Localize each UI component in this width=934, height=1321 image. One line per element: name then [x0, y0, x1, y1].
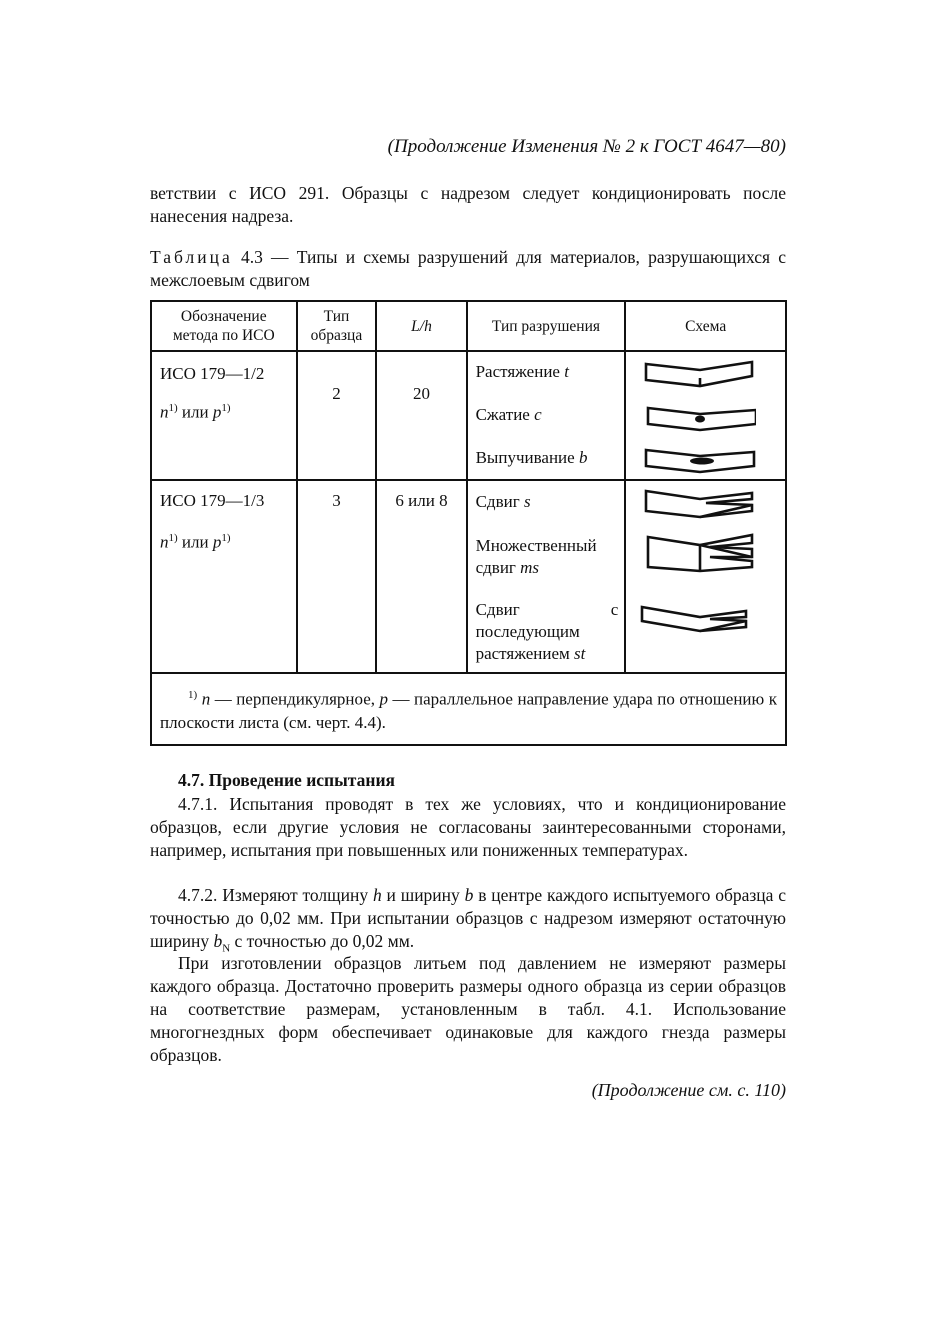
- direction-sup2: 1): [221, 532, 231, 544]
- lh-cell: 6 или 8: [376, 480, 466, 673]
- p2-text-d: с точностью до 0,02 мм.: [230, 931, 415, 951]
- p2-bn-sub: N: [222, 942, 231, 955]
- method-direction: [160, 532, 288, 553]
- footnote-text1: — перпендикулярное,: [210, 689, 380, 709]
- table-caption-prefix: Таблица: [150, 247, 233, 267]
- failure-label: Множественный сдвиг: [475, 536, 597, 577]
- failure-type-cell: [467, 480, 626, 673]
- p2-text-a: 4.7.2. Измеряют толщину: [178, 885, 373, 905]
- direction-n: n: [160, 402, 169, 422]
- failure-label: Выпучивание: [475, 448, 579, 467]
- p2-text-b: и ширину: [381, 885, 465, 905]
- header-lh: L/h: [376, 301, 466, 351]
- p2-bn: b: [213, 931, 223, 951]
- header-specimen-type: Тип образца: [297, 301, 377, 351]
- table-header-row: [151, 301, 786, 351]
- shear-scheme-icon: [640, 489, 758, 639]
- failure-label: Растяжение: [475, 362, 565, 381]
- failure-types-table: [150, 300, 787, 746]
- table-caption-text: — Типы и схемы разрушений для материалов, разрушающихся с межслоевым сдвигом: [150, 247, 787, 290]
- failure-label: Сдвиг с последующим растяжением: [475, 600, 619, 663]
- footnote-row: [151, 673, 786, 745]
- direction-n: n: [160, 532, 169, 552]
- method-name: ИСО 179—1/2: [160, 364, 265, 383]
- failure-symbol: s: [523, 492, 531, 511]
- failure-item: [476, 448, 617, 468]
- table-caption: [150, 246, 786, 292]
- failure-symbol: st: [574, 644, 586, 663]
- direction-p: p: [212, 532, 222, 552]
- method-direction: [160, 402, 288, 423]
- direction-or: или: [177, 532, 213, 552]
- paragraph-4-7-1: 4.7.1. Испытания проводят в тех же условиях, что и кондиционирование образцов, если другие условия не согласованы заинтересованными сторонами, например, испытания при повышенных или пониженных температурах.: [150, 794, 786, 860]
- direction-p: p: [212, 402, 222, 422]
- intro-paragraph: ветствии с ИСО 291. Образцы с надрезом следует кондиционировать после нанесения надреза.: [150, 183, 786, 226]
- lh-cell: 20: [376, 351, 466, 480]
- table-caption-number: 4.3: [240, 247, 263, 267]
- continuation-header: (Продолжение Изменения № 2 к ГОСТ 4647—80): [387, 136, 786, 157]
- method-cell: [151, 480, 297, 673]
- header-failure-type: Тип разрушения: [467, 301, 626, 351]
- footnote-p: p: [379, 689, 389, 709]
- specimen-type-cell: 2: [297, 351, 377, 480]
- specimen-type-cell: 3: [297, 480, 377, 673]
- method-cell: [151, 351, 297, 480]
- scheme-cell: [625, 480, 786, 673]
- p2-b: b: [464, 885, 474, 905]
- header-scheme: Схема: [625, 301, 786, 351]
- direction-or: или: [177, 402, 213, 422]
- failure-item: [476, 405, 617, 448]
- paragraph-molding: При изготовлении образцов литьем под давлением не измеряют размеры каждого образца. Достаточно проверить размеры одного образца из серии образцов на соответствие размерам, установленным в табл. 4.1. Использование многогнездных форм обеспечивает одинаковые для каждого гнезда размеры образцов.: [150, 953, 786, 1065]
- failure-item: [476, 535, 619, 599]
- direction-sup: 1): [168, 402, 178, 414]
- footnote-n: n: [201, 689, 211, 709]
- tension-scheme-icon: [644, 358, 756, 478]
- failure-symbol: c: [534, 405, 542, 424]
- failure-type-cell: [467, 351, 626, 480]
- table-footnote: [151, 673, 786, 745]
- failure-item: [476, 491, 619, 535]
- failure-symbol: t: [564, 362, 569, 381]
- footnote-text2: — параллельное направление удара по отношению к плоскости листа (см. черт. 4.4).: [160, 689, 777, 732]
- footnote-sup: 1): [188, 689, 198, 701]
- failure-label: Сдвиг: [475, 492, 524, 511]
- p2-text-c: в центре каждого испытуемого образца с точностью до 0,02 мм. При испытании образцов с надрезом измеряют остаточную ширину: [150, 885, 787, 951]
- table-row: [151, 351, 786, 480]
- paragraph-4-7-2: [150, 884, 786, 961]
- p2-h: h: [372, 885, 382, 905]
- direction-sup: 1): [168, 532, 178, 544]
- failure-symbol: ms: [520, 558, 540, 577]
- scheme-cell: [625, 351, 786, 480]
- failure-label: Сжатие: [475, 405, 535, 424]
- table-row: [151, 480, 786, 673]
- failure-item: [476, 362, 617, 405]
- section-heading: 4.7. Проведение испытания: [178, 770, 395, 790]
- header-method: Обозначение метода по ИСО: [151, 301, 297, 351]
- continuation-footer: (Продолжение см. с. 110): [591, 1080, 786, 1100]
- method-name: ИСО 179—1/3: [160, 491, 265, 510]
- failure-item: [476, 599, 619, 665]
- failure-symbol: b: [578, 448, 588, 467]
- direction-sup2: 1): [221, 402, 231, 414]
